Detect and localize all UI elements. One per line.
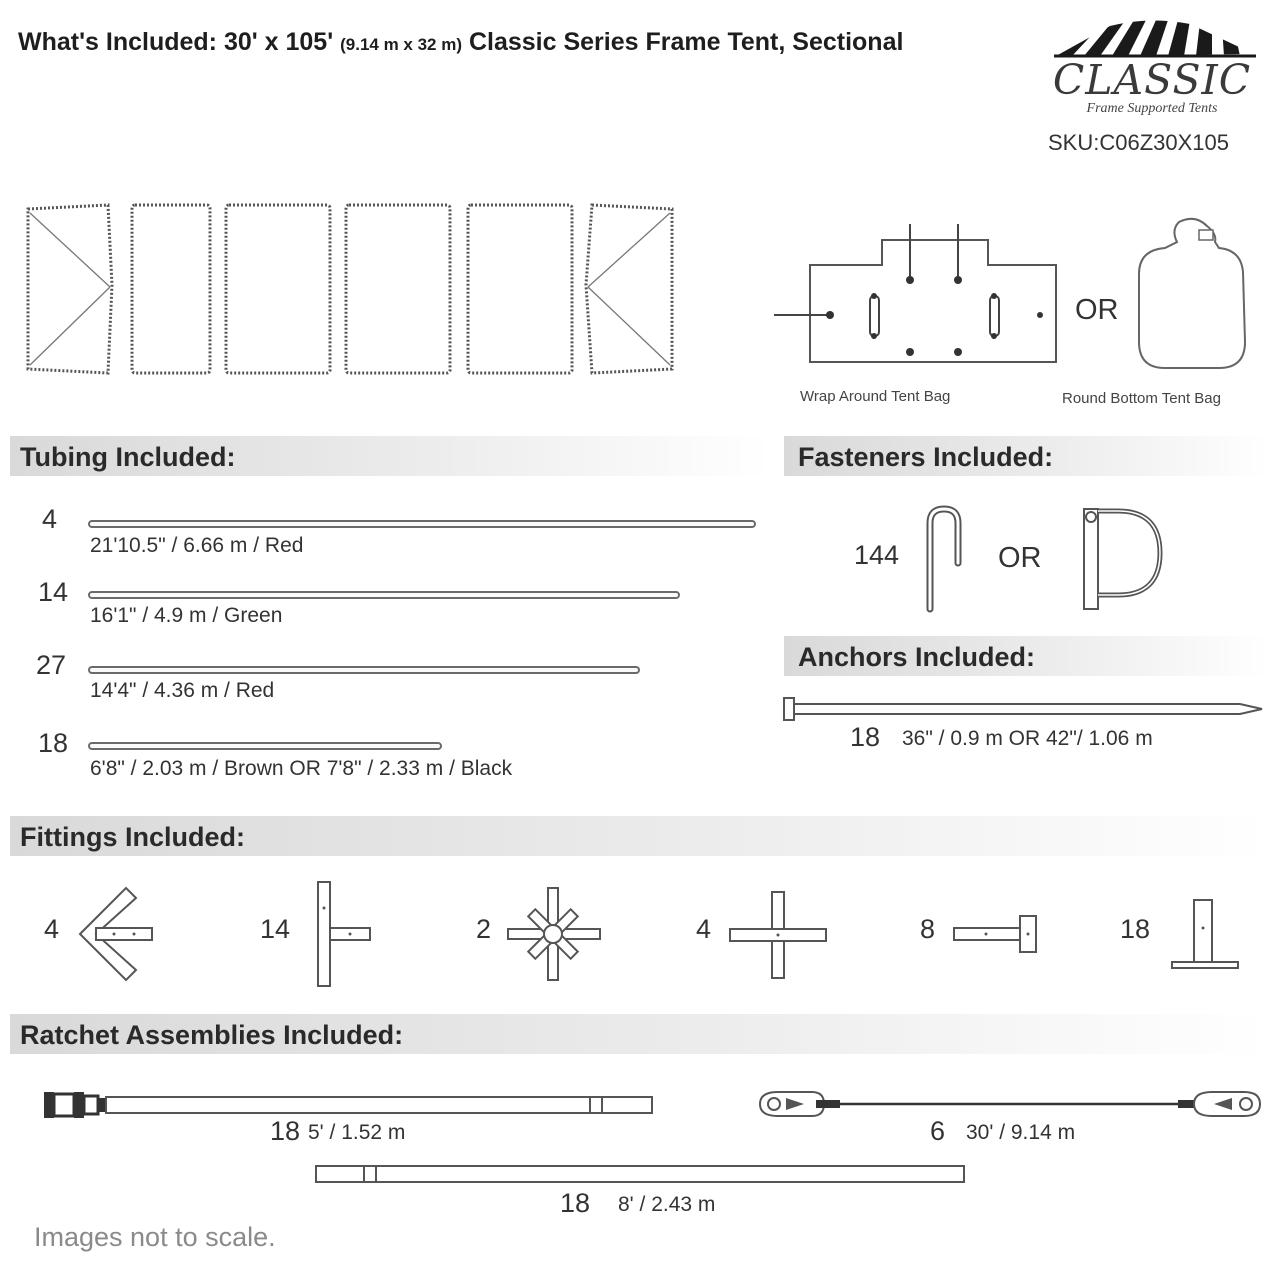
cross-fitting-icon [726, 888, 830, 982]
bag-or-label: OR [1075, 294, 1119, 326]
tent-mid-section [132, 205, 210, 373]
tubing-spec: 6'8" / 2.03 m / Brown OR 7'8" / 2.33 m / Black [90, 757, 513, 780]
fasteners-heading: Fasteners Included: [798, 442, 1054, 472]
tubing-section-header [10, 436, 770, 476]
page-title [18, 28, 903, 57]
ratchets-section-header [10, 1014, 1270, 1054]
fittings-section-header [10, 816, 1270, 856]
logo-wordmark: CLASSIC [1052, 56, 1252, 104]
anchor-qty: 18 [850, 722, 881, 752]
ratchet-strap-qty: 18 [270, 1116, 301, 1146]
tubing-spec: 14'4" / 4.36 m / Red [90, 679, 275, 702]
title-rest: Classic Series Frame Tent, Sectional [468, 28, 904, 56]
tubing-spec: 16'1" / 4.9 m / Green [90, 604, 283, 627]
fitting-qty: 4 [44, 914, 60, 944]
fitting-qty: 2 [476, 914, 492, 944]
fasteners-section-header [784, 436, 1270, 476]
tubing-tube [88, 520, 756, 528]
not-to-scale-note: Images not to scale. [34, 1222, 276, 1252]
tubing-qty: 14 [38, 577, 69, 607]
tee-fitting-icon [312, 878, 382, 988]
long-strap-qty: 18 [560, 1188, 591, 1218]
logo-tagline: Frame Supported Tents [1086, 101, 1218, 116]
tubing-qty: 18 [38, 728, 69, 758]
title-metric: (9.14 m x 32 m) [340, 35, 463, 54]
round-bag-caption: Round Bottom Tent Bag [1062, 390, 1221, 407]
tent-mid-section [346, 205, 450, 373]
sku-label: SKU:C06Z30X105 [1048, 130, 1229, 155]
tubing-tube [88, 591, 680, 599]
fitting-qty: 14 [260, 914, 291, 944]
tubing-qty: 27 [36, 650, 67, 680]
fitting-qty: 18 [1120, 914, 1151, 944]
base-plate-icon [1168, 894, 1248, 974]
tent-sections-diagram [20, 195, 710, 385]
fastener-or-label: OR [998, 542, 1042, 574]
tubing-tube [88, 666, 640, 674]
round-bottom-tent-bag-icon [1135, 212, 1255, 372]
j-pin-fastener-icon [920, 503, 970, 613]
ratchet-strap-spec: 5' / 1.52 m [308, 1121, 406, 1144]
fastener-qty: 144 [854, 540, 900, 570]
fitting-qty: 8 [920, 914, 936, 944]
hub-fitting-icon [504, 884, 604, 984]
wrap-around-tent-bag-icon [770, 220, 1070, 370]
tent-end-section-left [28, 205, 112, 373]
tent-mid-section [226, 205, 330, 373]
tent-end-section-right [586, 205, 672, 373]
wrap-bag-caption: Wrap Around Tent Bag [800, 388, 951, 405]
tubing-heading: Tubing Included: [20, 442, 236, 472]
tent-mid-section [468, 205, 572, 373]
fittings-heading: Fittings Included: [20, 822, 245, 852]
anchor-spec: 36" / 0.9 m OR 42"/ 1.06 m [902, 727, 1153, 750]
anchors-section-header [784, 636, 1270, 676]
ratchet-cable-spec: 30' / 9.14 m [966, 1121, 1076, 1144]
tubing-spec: 21'10.5" / 6.66 m / Red [90, 534, 304, 557]
ratchet-cable-icon [756, 1088, 1266, 1122]
tubing-tube [88, 742, 442, 750]
ratchets-heading: Ratchet Assemblies Included: [20, 1020, 404, 1050]
d-pin-fastener-icon [1078, 503, 1168, 613]
fitting-qty: 4 [696, 914, 712, 944]
long-strap-spec: 8' / 2.43 m [618, 1193, 716, 1216]
tubing-qty: 4 [42, 504, 58, 534]
ratchet-strap-icon [40, 1088, 660, 1120]
long-strap-icon [312, 1162, 972, 1186]
corner-fitting-icon [74, 880, 164, 990]
ratchet-cable-qty: 6 [930, 1116, 946, 1146]
end-fitting-icon [950, 912, 1044, 956]
title-main: What's Included: 30' x 105' [18, 28, 334, 56]
anchors-heading: Anchors Included: [798, 642, 1036, 672]
